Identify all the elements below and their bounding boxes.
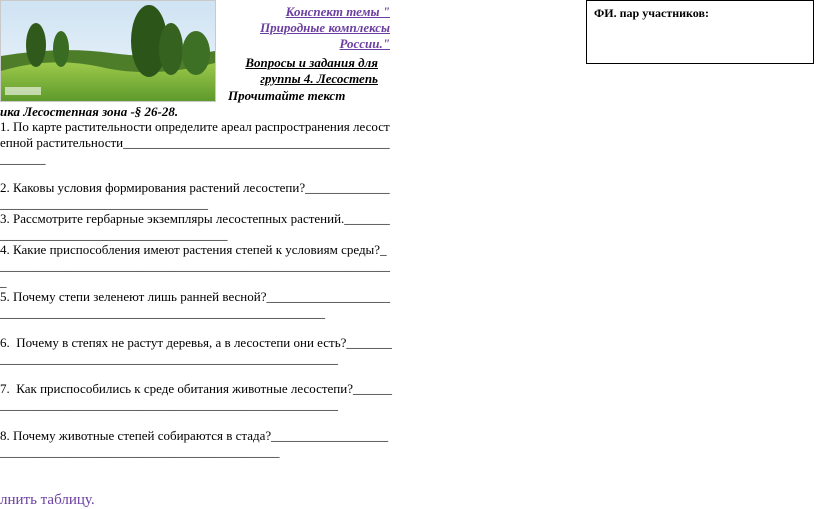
landscape-photo (0, 0, 216, 102)
landscape-illustration (1, 1, 215, 101)
question-1: 1. По карте растительности определите ареал распространения лесостепной растительности________________________________________________ (0, 119, 390, 166)
lesson-title: Конспект темы " Природные комплексы России." (260, 4, 390, 51)
question-3: 3. Рассмотрите гербарные экземпляры лесостепных растений.__________________________________________ (0, 211, 390, 242)
question-8: 8. Почему животные степей собираются в стада?_____________________________________________________________ (0, 428, 389, 459)
fill-table-instruction: лнить таблицу. (0, 492, 95, 508)
question-2: 2. Каковы условия формирования растений лесостепи?_____________________________________________ (0, 180, 390, 211)
textbook-reference: ика Лесостепная зона -§ 26-28. (0, 104, 179, 119)
question-6: 6. Почему в степях не растут деревья, а в лесостепи они есть?___________________________________________________________ (0, 335, 392, 366)
question-7: 7. Как приспособились к среде обитания животные лесостепи?__________________________________________________________ (0, 381, 392, 412)
participants-label: ФИ. пар участников: (594, 6, 709, 20)
question-5: 5. Почему степи зеленеют лишь ранней весной?_____________________________________________________________________ (0, 289, 390, 320)
read-instruction: Прочитайте текст (228, 88, 346, 103)
group-task-subtitle: Вопросы и задания для группы 4. Лесостепь (245, 55, 378, 86)
participants-box[interactable] (586, 0, 814, 64)
question-4: 4. Какие приспособления имеют растения степей к условиям среды?______________________________________________________________ (0, 242, 390, 289)
